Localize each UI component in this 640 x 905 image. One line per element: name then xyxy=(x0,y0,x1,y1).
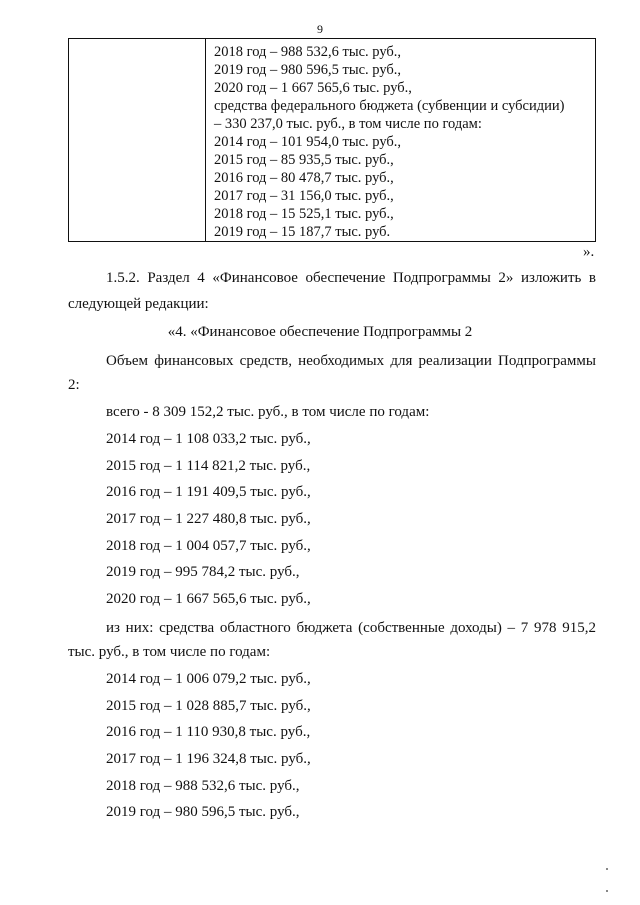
regional-year-item: 2014 год – 1 006 079,2 тыс. руб., xyxy=(106,671,311,687)
total-year-item: 2019 год – 995 784,2 тыс. руб., xyxy=(106,564,300,580)
funding-table xyxy=(68,38,596,242)
total-line: всего - 8 309 152,2 тыс. руб., в том числе по годам: xyxy=(106,404,430,420)
total-year-item: 2018 год – 1 004 057,7 тыс. руб., xyxy=(106,538,311,554)
regional-year-item: 2019 год – 980 596,5 тыс. руб., xyxy=(106,804,300,820)
scan-mark xyxy=(606,868,608,870)
table-line: 2015 год – 85 935,5 тыс. руб., xyxy=(214,152,394,168)
total-year-item: 2017 год – 1 227 480,8 тыс. руб., xyxy=(106,511,311,527)
table-line: 2018 год – 15 525,1 тыс. руб., xyxy=(214,206,394,222)
table-line: 2017 год – 31 156,0 тыс. руб., xyxy=(214,188,394,204)
table-line: средства федерального бюджета (субвенции и субсидии) xyxy=(214,98,565,114)
section-heading: «4. «Финансовое обеспечение Подпрограммы 2 xyxy=(167,324,473,340)
total-year-item: 2015 год – 1 114 821,2 тыс. руб., xyxy=(106,458,311,474)
table-value-cell xyxy=(214,43,591,241)
table-line: 2018 год – 988 532,6 тыс. руб., xyxy=(214,44,402,60)
table-line: 2014 год – 101 954,0 тыс. руб., xyxy=(214,134,402,150)
total-year-item: 2014 год – 1 108 033,2 тыс. руб., xyxy=(106,431,311,447)
page-number: 9 xyxy=(317,22,323,36)
table-column-divider xyxy=(205,39,206,241)
table-line: 2016 год – 80 478,7 тыс. руб., xyxy=(214,170,394,186)
total-year-item: 2016 год – 1 191 409,5 тыс. руб., xyxy=(106,484,311,500)
total-year-item: 2020 год – 1 667 565,6 тыс. руб., xyxy=(106,591,311,607)
table-line: – 330 237,0 тыс. руб., в том числе по годам: xyxy=(214,116,482,132)
regional-line2: тыс. руб., в том числе по годам: xyxy=(68,644,271,660)
volume-line1: Объем финансовых средств, необходимых для реализации Подпрограммы xyxy=(106,353,596,369)
regional-year-item: 2017 год – 1 196 324,8 тыс. руб., xyxy=(106,751,311,767)
closing-quote: ». xyxy=(583,244,595,260)
regional-line1: из них: средства областного бюджета (собственные доходы) – 7 978 915,2 xyxy=(106,620,596,636)
regional-year-item: 2016 год – 1 110 930,8 тыс. руб., xyxy=(106,724,311,740)
scan-mark xyxy=(606,890,608,892)
table-line: 2019 год – 980 596,5 тыс. руб., xyxy=(214,62,402,78)
volume-line2: 2: xyxy=(68,377,80,393)
regional-year-item: 2018 год – 988 532,6 тыс. руб., xyxy=(106,778,300,794)
section-instruction-line1: 1.5.2. Раздел 4 «Финансовое обеспечение Подпрограммы 2» изложить в xyxy=(106,270,596,286)
table-line: 2020 год – 1 667 565,6 тыс. руб., xyxy=(214,80,412,96)
section-instruction-line2: следующей редакции: xyxy=(68,296,209,312)
regional-year-item: 2015 год – 1 028 885,7 тыс. руб., xyxy=(106,698,311,714)
table-line: 2019 год – 15 187,7 тыс. руб. xyxy=(214,224,391,240)
